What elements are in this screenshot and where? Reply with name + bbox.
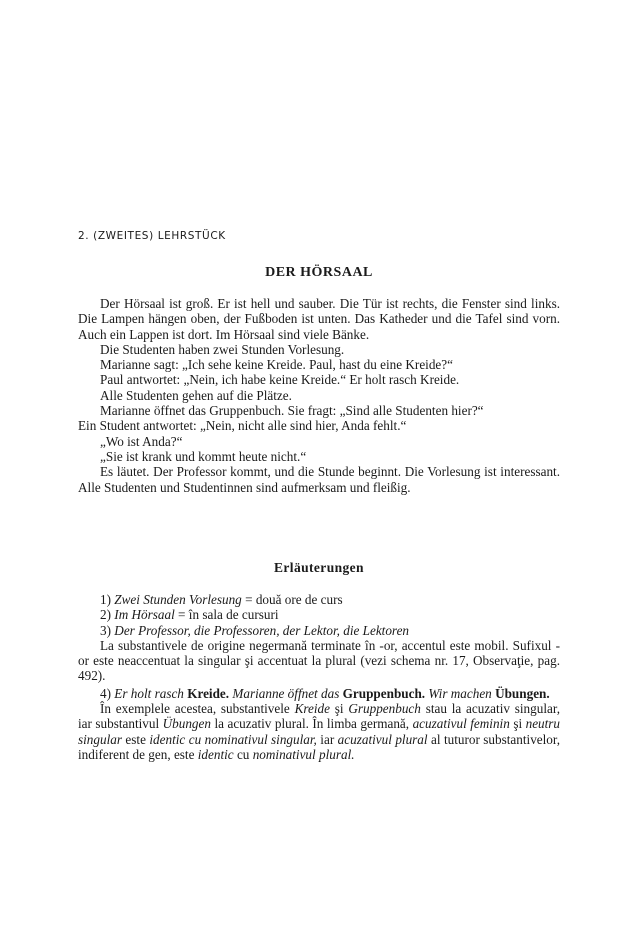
note-item xyxy=(78,623,560,638)
text-run: şi xyxy=(513,716,523,732)
text-run: stau la acuzativ singular, iar substantivul xyxy=(78,701,561,732)
text-run: al tuturor substantivelor, indiferent de gen, este xyxy=(78,731,561,762)
text-run: Übungen xyxy=(162,716,211,732)
paragraph: Marianne öffnet das Gruppenbuch. Sie fragt: „Sind alle Studenten hier?“ xyxy=(100,403,484,419)
note-item xyxy=(78,686,560,701)
text-run: iar xyxy=(320,731,335,747)
paragraph: Alle Studenten gehen auf die Plätze. xyxy=(100,387,292,403)
text-run: cu xyxy=(236,746,250,762)
lesson-title: DER HÖRSAAL xyxy=(265,265,373,280)
note-item xyxy=(78,607,560,622)
note-keyword: Kreide. xyxy=(187,685,230,701)
text-run: În exemplele acestea, substantivele xyxy=(100,701,290,717)
note-keyword: Übungen. xyxy=(495,685,550,701)
text-run: Gruppenbuch xyxy=(348,701,421,717)
note-translation: în sala de cursuri xyxy=(188,607,279,623)
note-translation: două ore de curs xyxy=(255,592,343,607)
note-separator: = xyxy=(174,607,189,623)
note-number: 2) xyxy=(100,607,111,623)
note-explanation: La substantivele de origine negermană terminate în -or, accentul este mobil. Sufixul -or este neaccentuat la singular şi accentuat la plural (vezi schema nr. 17, Observaţie, pag. 492). xyxy=(78,637,560,684)
paragraph: Ein Student antwortet: „Nein, nicht alle sind hier, Anda fehlt.“ xyxy=(78,418,407,434)
note-number: 4) xyxy=(100,685,111,701)
text-run: neutru singular xyxy=(78,716,561,747)
text-run: la acuzativ plural. În limba germană, xyxy=(214,716,410,732)
note-phrase: Der Professor, die Professoren, der Lektor, die Lektoren xyxy=(114,622,410,638)
note-keyword: Gruppenbuch. xyxy=(342,685,426,701)
note-separator: = xyxy=(241,592,256,607)
text-run: acuzativul feminin xyxy=(412,716,510,732)
text-run: nominativul plural. xyxy=(252,746,355,762)
note-phrase: Im Hörsaal xyxy=(114,607,175,623)
notes-section xyxy=(78,592,560,762)
note-explanation xyxy=(78,701,560,762)
note-phrase: Marianne öffnet das xyxy=(232,685,340,701)
section-label: 2. (ZWEITES) LEHRSTÜCK xyxy=(78,230,226,242)
paragraph: Es läutet. Der Professor kommt, und die Stunde beginnt. Die Vorlesung ist interessant. Alle Studenten und Studentinnen sind aufmerksam und fleißig. xyxy=(78,464,560,495)
note-number: 3) xyxy=(100,622,111,638)
text-run: acuzativul plural xyxy=(337,731,428,747)
note-phrase: Er holt rasch xyxy=(114,685,184,701)
paragraph: „Wo ist Anda?“ xyxy=(100,433,183,449)
paragraph: Der Hörsaal ist groß. Er ist hell und sauber. Die Tür ist rechts, die Fenster sind links. Die Lampen hängen oben, der Fußboden ist unten. Das Katheder und die Tafel sind vorn. Auch ein Lappen ist dort. Im Hörsaal sind viele Bänke. xyxy=(78,296,560,342)
paragraph: „Sie ist krank und kommt heute nicht.“ xyxy=(100,448,307,464)
note-phrase: Zwei Stunden Vorlesung xyxy=(114,592,242,607)
note-number: 1) xyxy=(100,592,111,607)
lesson-text xyxy=(78,296,560,495)
note-item xyxy=(78,592,560,607)
notes-heading: Erläuterungen xyxy=(274,560,364,575)
note-phrase: Wir machen xyxy=(428,685,492,701)
paragraph: Paul antwortet: „Nein, ich habe keine Kreide.“ Er holt rasch Kreide. xyxy=(100,372,460,388)
text-run: identic xyxy=(197,746,234,762)
text-run: este xyxy=(125,731,146,747)
paragraph: Die Studenten haben zwei Stunden Vorlesung. xyxy=(100,341,345,357)
paragraph: Marianne sagt: „Ich sehe keine Kreide. Paul, hast du eine Kreide?“ xyxy=(100,357,453,373)
text-run: identic cu nominativul singular, xyxy=(149,731,317,747)
text-run: şi xyxy=(334,701,344,717)
text-run: Kreide xyxy=(294,701,330,717)
